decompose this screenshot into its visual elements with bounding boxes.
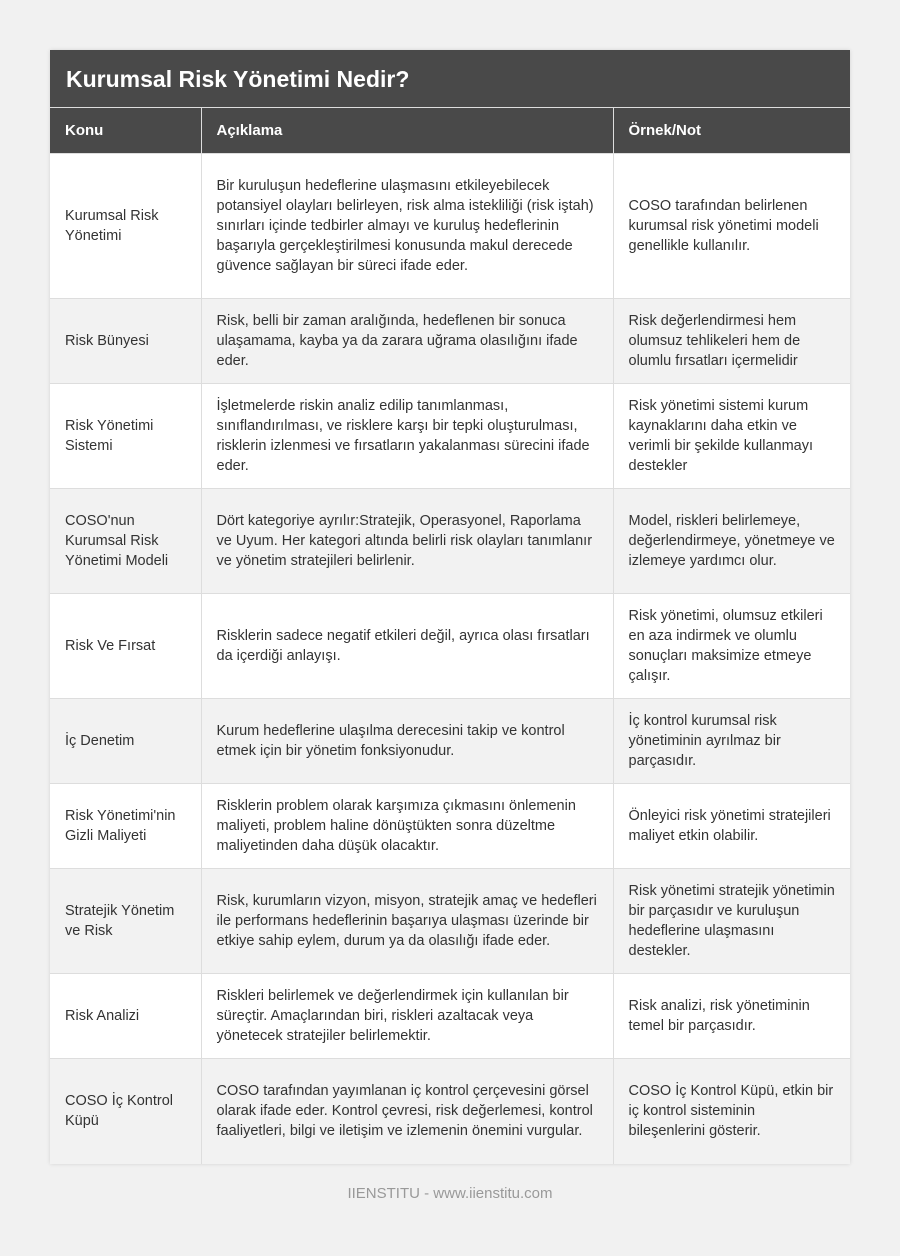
table-row	[50, 299, 850, 384]
note-cell: Risk yönetimi sistemi kurum kaynaklarını daha etkin ve verimli bir şekilde kullanmayı destekler	[613, 384, 850, 489]
description-cell: Risk, belli bir zaman aralığında, hedeflenen bir sonuca ulaşamama, kayba ya da zarara uğrama olasılığını ifade eder.	[201, 299, 613, 384]
table-row	[50, 1059, 850, 1164]
risk-table-card	[50, 50, 850, 1164]
table-row	[50, 594, 850, 699]
topic-cell: Risk Yönetimi'nin Gizli Maliyeti	[50, 784, 201, 869]
note-cell: Risk yönetimi stratejik yönetimin bir parçasıdır ve kuruluşun hedeflerine ulaşmasını destekler.	[613, 869, 850, 974]
topic-cell: Kurumsal Risk Yönetimi	[50, 154, 201, 299]
topic-cell: İç Denetim	[50, 699, 201, 784]
description-cell: İşletmelerde riskin analiz edilip tanımlanması, sınıflandırılması, ve risklere karşı bir tepki oluşturulması, risklerin izlenmesi ve fırsatların yakalanması sürecini ifade eder.	[201, 384, 613, 489]
note-cell: COSO İç Kontrol Küpü, etkin bir iç kontrol sisteminin bileşenlerini gösterir.	[613, 1059, 850, 1164]
description-cell: Bir kuruluşun hedeflerine ulaşmasını etkileyebilecek potansiyel olayları belirleyen, risk alma istekliliği (risk iştah) sınırları içinde tedbirler almayı ve kuruluş hedeflerinin başarıyla gerçekleştirilmesi konusunda makul derecede güvence sağlayan bir süreci ifade eder.	[201, 154, 613, 299]
table-row	[50, 974, 850, 1059]
topic-cell: COSO İç Kontrol Küpü	[50, 1059, 201, 1164]
note-cell: Risk değerlendirmesi hem olumsuz tehlikeleri hem de olumlu fırsatları içermelidir	[613, 299, 850, 384]
page-title: Kurumsal Risk Yönetimi Nedir?	[50, 50, 850, 108]
description-cell: Risklerin sadece negatif etkileri değil, ayrıca olası fırsatları da içerdiği anlayışı.	[201, 594, 613, 699]
table-header-row	[50, 108, 850, 154]
topic-cell: Stratejik Yönetim ve Risk	[50, 869, 201, 974]
table-row	[50, 699, 850, 784]
column-header-note: Örnek/Not	[613, 108, 850, 154]
footer-credit: IIENSTITU - www.iienstitu.com	[347, 1185, 553, 1202]
table-row	[50, 154, 850, 299]
column-header-topic: Konu	[50, 108, 201, 154]
note-cell: Risk analizi, risk yönetiminin temel bir parçasıdır.	[613, 974, 850, 1059]
description-cell: Dört kategoriye ayrılır:Stratejik, Operasyonel, Raporlama ve Uyum. Her kategori altında belirli risk olayları tanımlanır ve yönetim stratejileri belirlenir.	[201, 489, 613, 594]
risk-table	[50, 108, 850, 1164]
note-cell: COSO tarafından belirlenen kurumsal risk yönetimi modeli genellikle kullanılır.	[613, 154, 850, 299]
description-cell: COSO tarafından yayımlanan iç kontrol çerçevesini görsel olarak ifade eder. Kontrol çevresi, risk değerlemesi, kontrol faaliyetleri, bilgi ve iletişim ve izlemenin önemini vurgular.	[201, 1059, 613, 1164]
topic-cell: Risk Bünyesi	[50, 299, 201, 384]
column-header-description: Açıklama	[201, 108, 613, 154]
table-row	[50, 489, 850, 594]
note-cell: İç kontrol kurumsal risk yönetiminin ayrılmaz bir parçasıdır.	[613, 699, 850, 784]
topic-cell: Risk Ve Fırsat	[50, 594, 201, 699]
note-cell: Model, riskleri belirlemeye, değerlendirmeye, yönetmeye ve izlemeye yardımcı olur.	[613, 489, 850, 594]
description-cell: Riskleri belirlemek ve değerlendirmek için kullanılan bir süreçtir. Amaçlarından biri, riskleri azaltacak veya yönetecek stratejiler belirlemektir.	[201, 974, 613, 1059]
description-cell: Risk, kurumların vizyon, misyon, stratejik amaç ve hedefleri ile performans hedeflerinin başarıya ulaşması üzerinde bir etkiye sahip eylem, durum ya da olasılığı ifade eder.	[201, 869, 613, 974]
note-cell: Önleyici risk yönetimi stratejileri maliyet etkin olabilir.	[613, 784, 850, 869]
table-row	[50, 869, 850, 974]
topic-cell: Risk Yönetimi Sistemi	[50, 384, 201, 489]
description-cell: Kurum hedeflerine ulaşılma derecesini takip ve kontrol etmek için bir yönetim fonksiyonudur.	[201, 699, 613, 784]
description-cell: Risklerin problem olarak karşımıza çıkmasını önlemenin maliyeti, problem haline dönüştükten sonra düzeltme maliyetinden daha düşük olacaktır.	[201, 784, 613, 869]
note-cell: Risk yönetimi, olumsuz etkileri en aza indirmek ve olumlu sonuçları maksimize etmeye çalışır.	[613, 594, 850, 699]
topic-cell: COSO'nun Kurumsal Risk Yönetimi Modeli	[50, 489, 201, 594]
topic-cell: Risk Analizi	[50, 974, 201, 1059]
table-row	[50, 384, 850, 489]
table-row	[50, 784, 850, 869]
